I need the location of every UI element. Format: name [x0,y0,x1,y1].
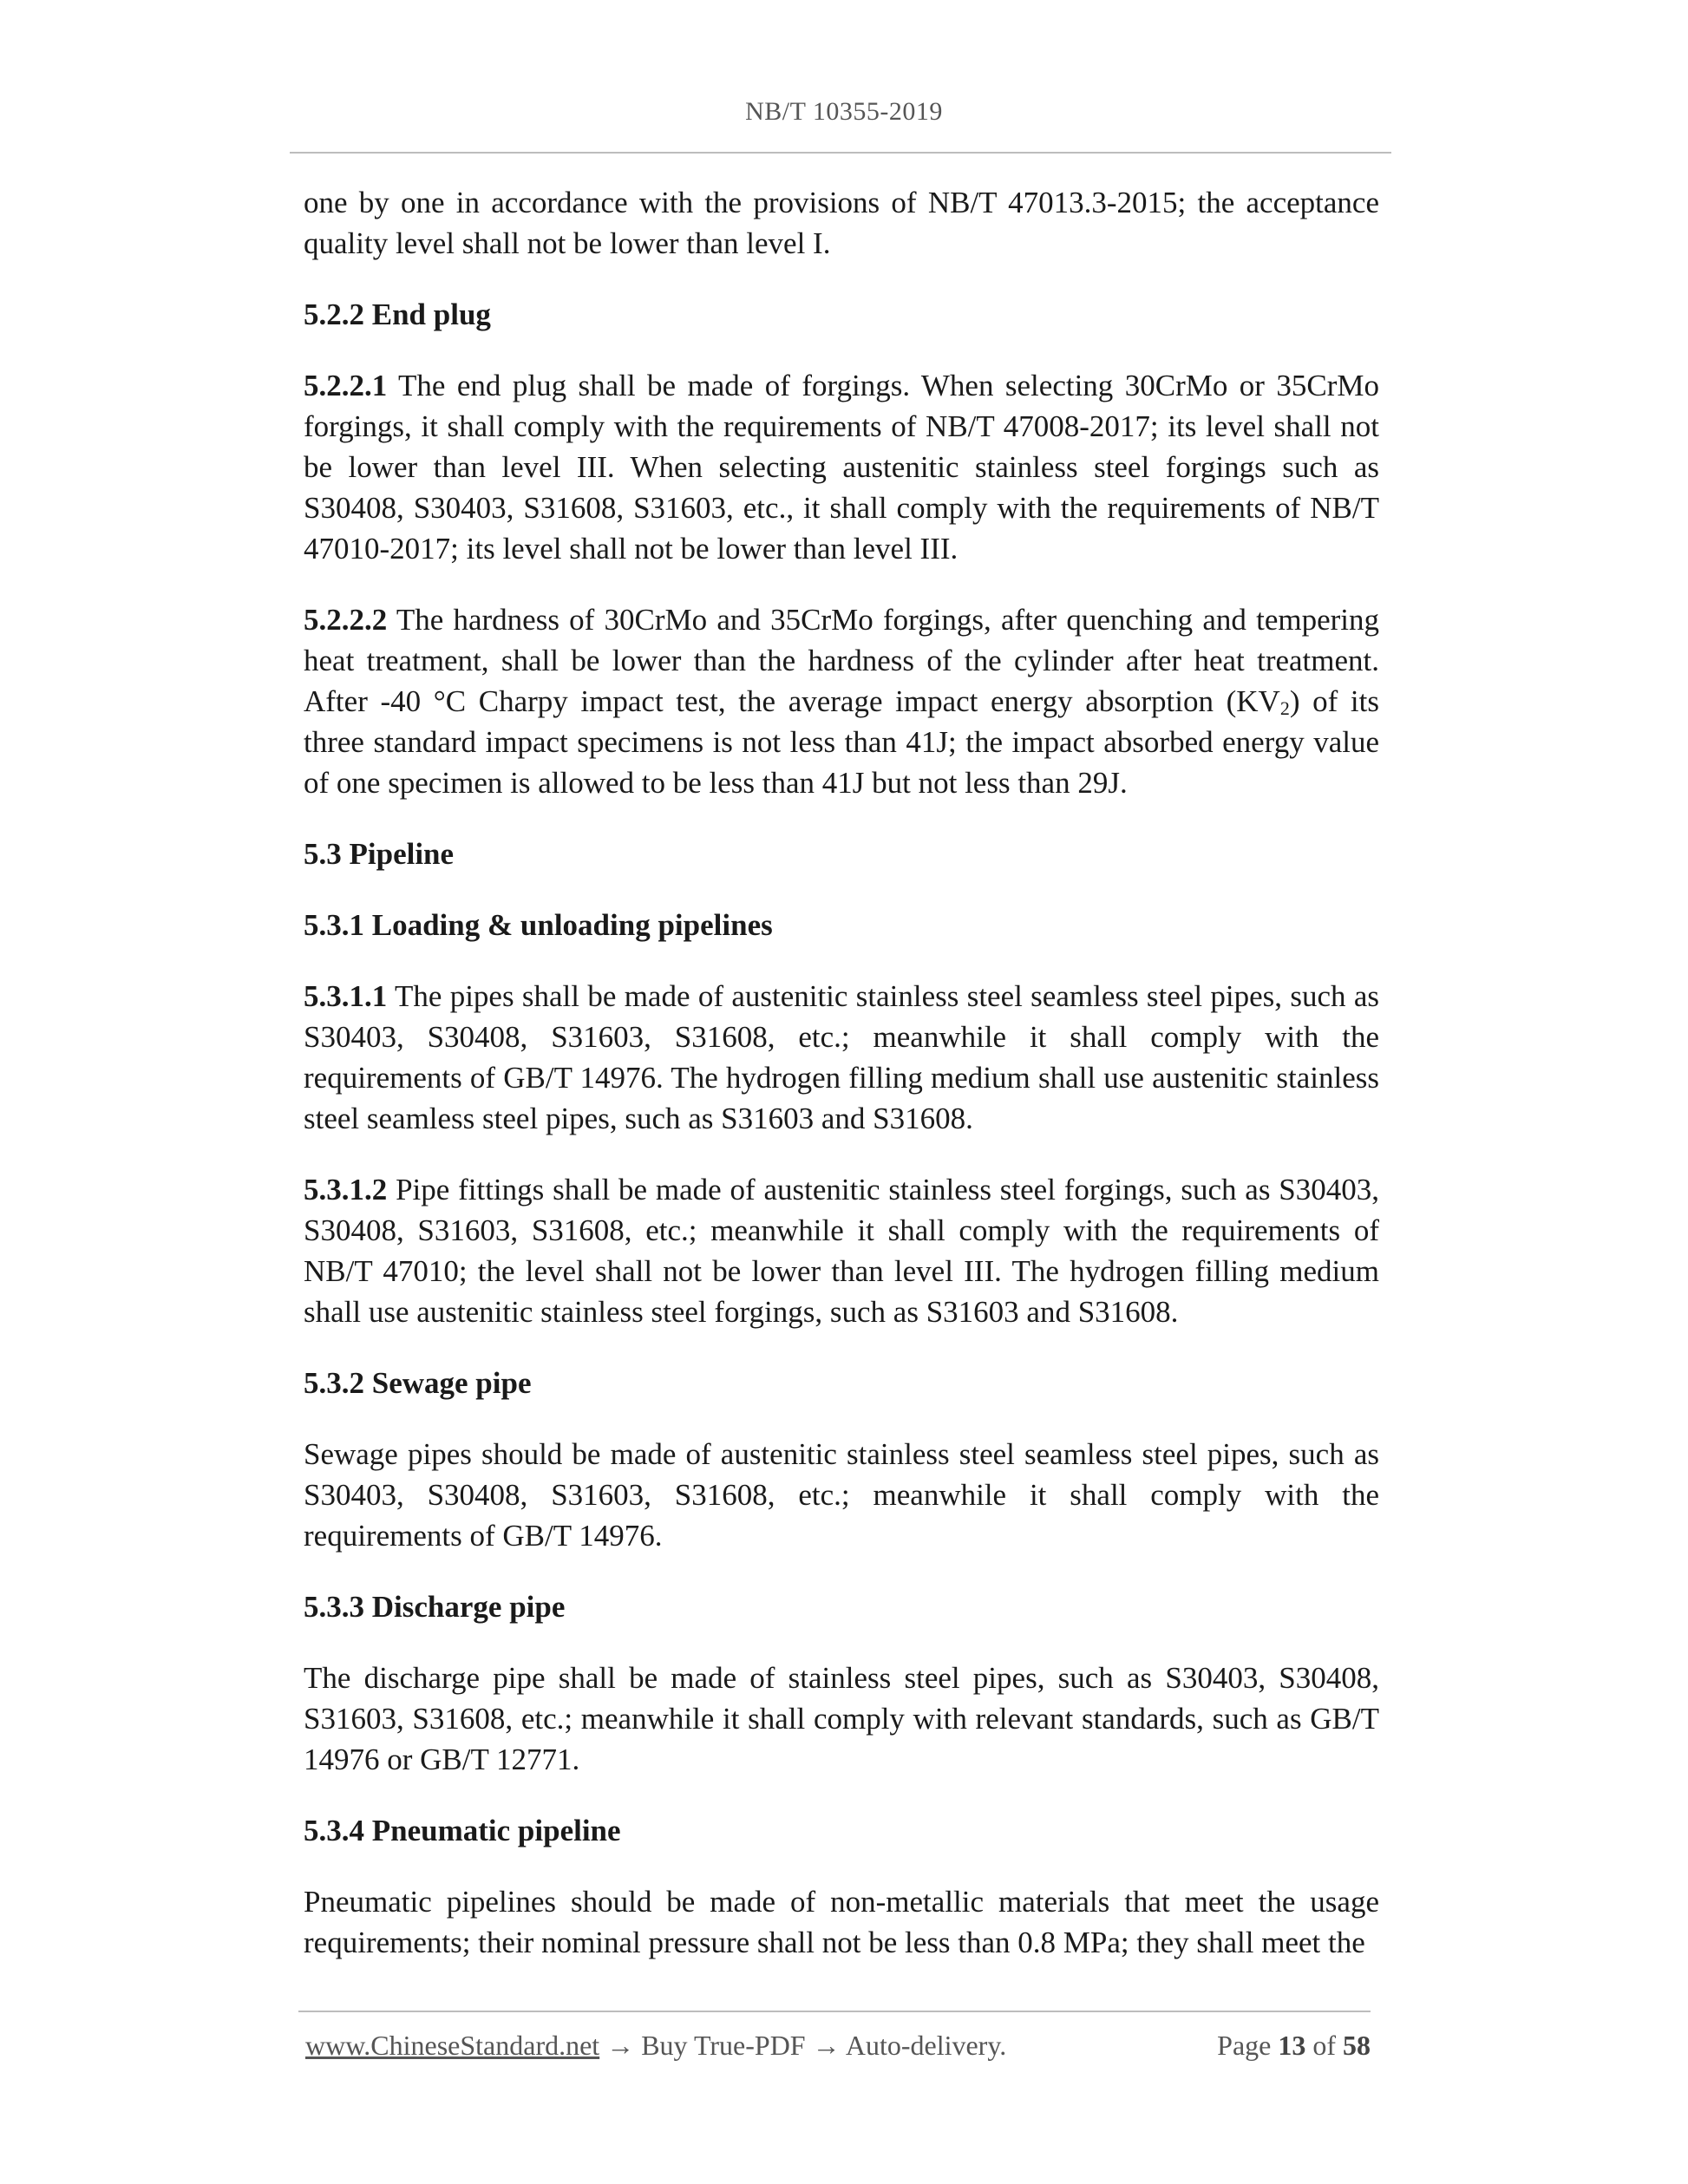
footer-tagline: → Buy True-PDF → Auto-delivery. [599,2030,1007,2061]
clause-text: The end plug shall be made of forgings. When selecting 30CrMo or 35CrMo forgings, it shall comply with the requirements of NB/T 47008-2017; its level shall not be lower than level III. When selecting austenitic stainless steel forgings such as S30408, S30403, S31608, S31603, etc., it shall comply with the requirements of NB/T 47010-2017; its level shall not be lower than level III. [304,369,1379,566]
heading-5-3-4: 5.3.4 Pneumatic pipeline [304,1814,621,1847]
paragraph-5-2-2-2 [304,599,1379,803]
page-label: Page [1217,2030,1279,2061]
clause-number: 5.2.2.2 [304,603,388,637]
heading-5-3: 5.3 Pipeline [304,837,455,871]
current-page-number: 13 [1278,2030,1306,2061]
clause-text: The hardness of 30CrMo and 35CrMo forgings, after quenching and tempering heat treatment, shall be lower than the hardness of the cylinder after heat treatment. After -40 °C Charpy impact test, the average impact energy absorption (KV [304,603,1379,718]
heading-5-3-3: 5.3.3 Discharge pipe [304,1590,566,1624]
paragraph-5-3-1-1 [304,976,1379,1139]
page-indicator [1217,2030,1371,2062]
heading-5-3-2: 5.3.2 Sewage pipe [304,1366,532,1400]
paragraph-continuation: one by one in accordance with the provisions of NB/T 47013.3-2015; the acceptance quality level shall not be lower than level I. [304,186,1379,260]
header-divider [290,152,1391,154]
clause-text: The pipes shall be made of austenitic stainless steel seamless steel pipes, such as S30403, S30408, S31603, S31608, etc.; meanwhile it shall comply with the requirements of GB/T 14976. The hydrogen filling medium shall use austenitic stainless steel seamless steel pipes, such as S31603 and S31608. [304,979,1379,1135]
paragraph-5-3-2: Sewage pipes should be made of austenitic stainless steel seamless steel pipes, such as S30403, S30408, S31603, S31608, etc.; meanwhile it shall comply with the requirements of GB/T 14976. [304,1437,1379,1553]
heading-5-3-1: 5.3.1 Loading & unloading pipelines [304,908,773,942]
clause-number: 5.3.1.2 [304,1173,388,1206]
clause-number: 5.3.1.1 [304,979,388,1013]
of-label: of [1305,2030,1343,2061]
website-link[interactable]: www.ChineseStandard.net [305,2030,600,2061]
clause-text-cont: ) of its three standard impact specimens is not less than 41J; the impact absorbed energy value of one specimen is allowed to be less than 41J but not less than 29J. [304,684,1379,800]
footer-promo [305,2030,1006,2062]
paragraph-5-3-3: The discharge pipe shall be made of stainless steel pipes, such as S30403, S30408, S31603, S31608, etc.; meanwhile it shall comply with relevant standards, such as GB/T 14976 or GB/T 12771. [304,1661,1379,1776]
heading-5-2-2: 5.2.2 End plug [304,298,491,331]
clause-number: 5.2.2.1 [304,369,388,402]
page-body [304,182,1379,1993]
paragraph-5-2-2-1 [304,365,1379,569]
running-header: NB/T 10355-2019 [745,97,943,126]
subscript: 2 [1279,697,1290,719]
total-page-number: 58 [1343,2030,1371,2061]
paragraph-5-3-1-2 [304,1169,1379,1332]
footer-divider [298,2011,1371,2012]
clause-text: Pipe fittings shall be made of austenitic stainless steel forgings, such as S30403, S30408, S31603, S31608, etc.; meanwhile it shall comply with the requirements of NB/T 47010; the level shall not be lower than level III. The hydrogen filling medium shall use austenitic stainless steel forgings, such as S31603 and S31608. [304,1173,1379,1329]
paragraph-5-3-4: Pneumatic pipelines should be made of non-metallic materials that meet the usage requirements; their nominal pressure shall not be less than 0.8 MPa; they shall meet the [304,1885,1379,1959]
